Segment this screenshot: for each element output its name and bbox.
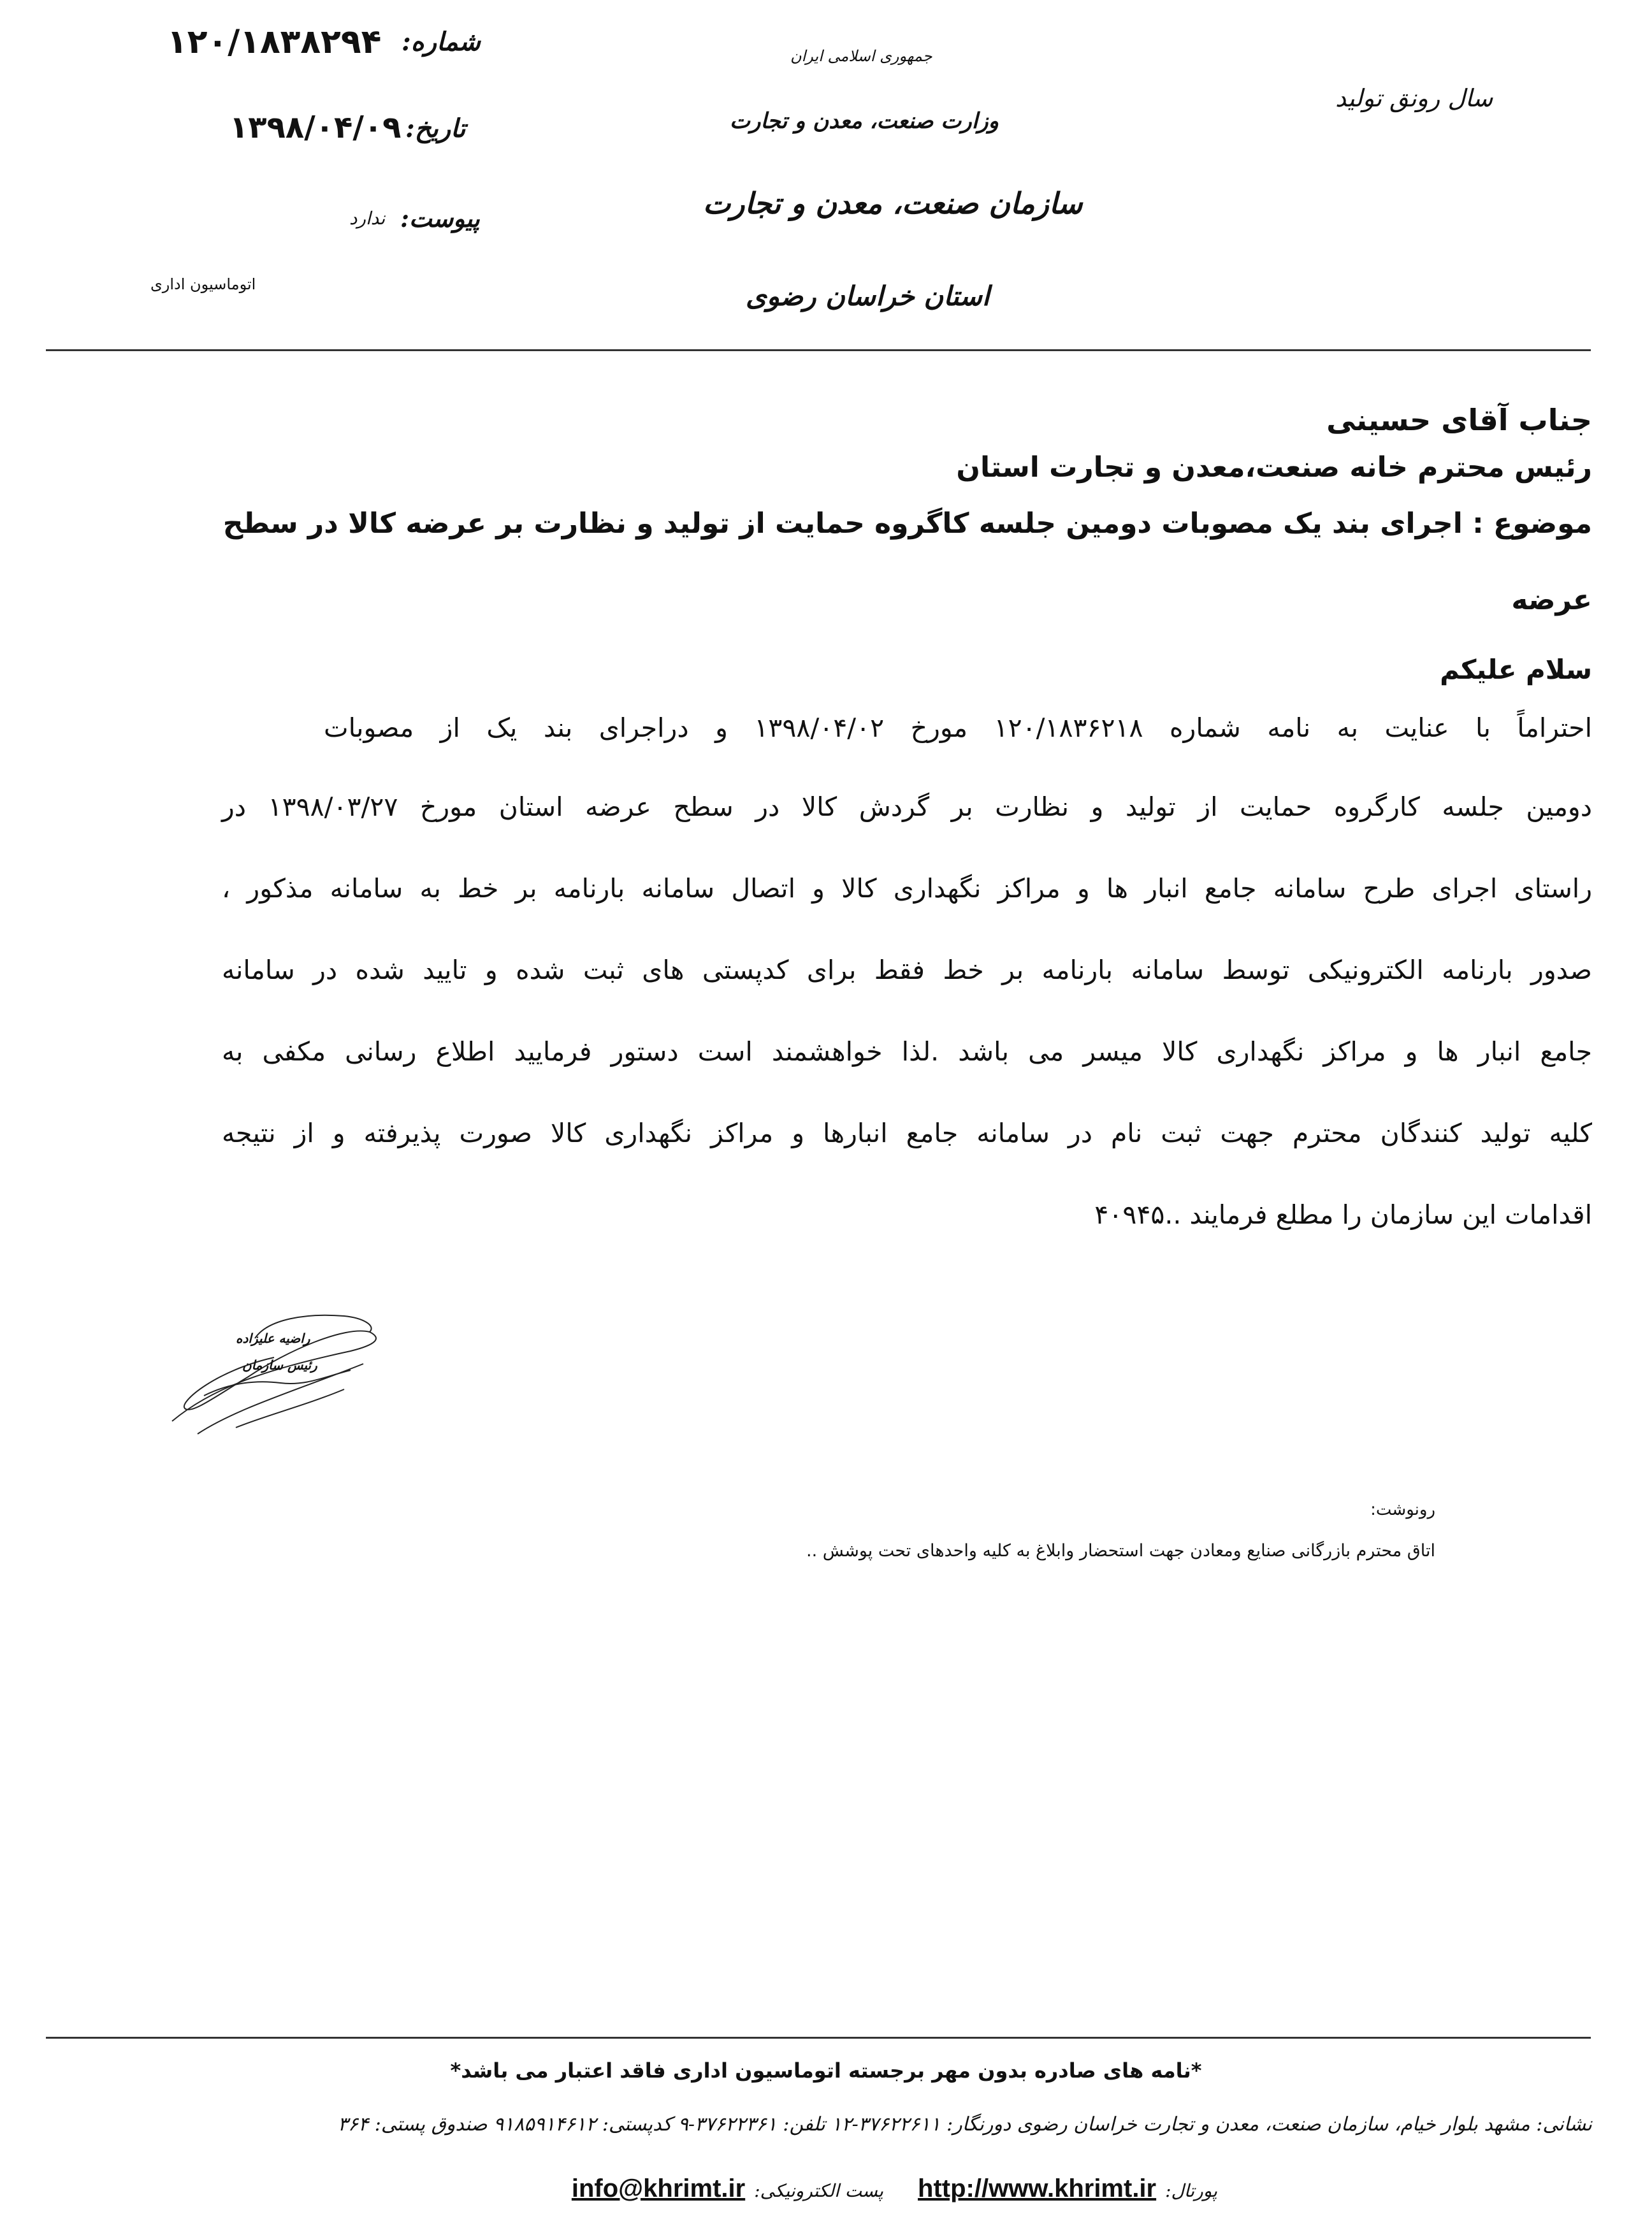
cc-text: اتاق محترم بازرگانی صنایع ومعادن جهت استحضار وابلاغ به کلیه واحدهای تحت پوشش .. [806, 1541, 1435, 1561]
contact-links [572, 2174, 1217, 2203]
date-label: تاریخ: [405, 113, 466, 143]
paragraph-line: احتراماً با عنایت به نامه شماره ۱۲۰/۱۸۳۶۲۱۸ مورخ ۱۳۹۸/۰۴/۰۲ و دراجرای بند یک از مصوبات [324, 712, 1592, 743]
email-link[interactable]: info@khrimt.ir [571, 2174, 746, 2202]
attachment-label: پیوست: [400, 204, 480, 233]
recipient-title: رئیس محترم خانه صنعت،معدن و تجارت استان [956, 451, 1592, 484]
organization-title: سازمان صنعت، معدن و تجارت [703, 186, 1083, 221]
validity-note: *نامه های صادره بدون مهر برجسته اتوماسیون اداری فاقد اعتبار می باشد* [450, 2058, 1202, 2083]
number-label: شماره: [402, 27, 481, 57]
paragraph-line: راستای اجرای طرح سامانه جامع انبار ها و مراکز نگهداری کالا و اتصال سامانه بارنامه بر خط به سامانه مذکور ، [222, 873, 1592, 904]
ministry-title: وزارت صنعت، معدن و تجارت [730, 108, 999, 134]
paragraph-line: کلیه تولید کنندگان محترم جهت ثبت نام در سامانه جامع انبارها و مراکز نگهداری کالا صورت پذیرفته و از نتیجه [222, 1118, 1592, 1148]
signatory-name: راضیه علیزاده [236, 1331, 310, 1346]
greeting: سلام علیکم [1440, 654, 1592, 685]
automation-label: اتوماسیون اداری [150, 275, 256, 293]
paragraph-line: اقدامات این سازمان را مطلع فرمایند ..۴۰۹۴۵ [1094, 1199, 1592, 1230]
paragraph-line: دومین جلسه کارگروه حمایت از تولید و نظارت بر گردش کالا در سطح عرضه استان مورخ ۱۳۹۸/۰۳/۲۷ در [222, 792, 1592, 822]
attachment-value: ندارد [349, 208, 386, 229]
province-title: استان خراسان رضوی [746, 280, 990, 312]
year-motto: سال رونق تولید [1335, 84, 1493, 112]
recipient-name: جناب آقای حسینی [1326, 403, 1592, 437]
signatory-title: رئیس سازمان [242, 1357, 317, 1373]
website-label: پورتال: [1165, 2180, 1217, 2201]
republic-title: جمهوری اسلامی ایران [790, 47, 932, 65]
subject-line-continued: عرضه [1511, 584, 1592, 616]
signature [159, 1294, 402, 1447]
paragraph-line: صدور بارنامه الکترونیکی توسط سامانه بارنامه بر خط فقط برای کدپستی های ثبت شده و تایید شده در سامانه [222, 955, 1592, 985]
email-label: پست الکترونیکی: [754, 2180, 884, 2201]
cc-label: رونوشت: [1370, 1500, 1435, 1519]
header-divider [46, 349, 1591, 351]
paragraph-line: جامع انبار ها و مراکز نگهداری کالا میسر می باشد .لذا خواهشمند است دستور فرمایید اطلاع رسانی مکفی به [222, 1036, 1592, 1067]
letter-date: ۱۳۹۸/۰۴/۰۹ [229, 110, 402, 145]
footer-divider [46, 2037, 1591, 2039]
letter-number: ۱۲۰/۱۸۳۸۲۹۴ [167, 23, 382, 61]
contact-address: نشانی: مشهد بلوار خیام، سازمان صنعت، معدن و تجارت خراسان رضوی دورنگار: ۳۷۶۲۲۶۱۱-۱۲ تلفن: ۳۷۶۲۲۳۶۱-۹ کدپستی: ۹۱۸۵۹۱۴۶۱۲ صندوق پستی: ۳۶۴ [337, 2113, 1592, 2136]
website-link[interactable]: http://www.khrimt.ir [918, 2174, 1157, 2202]
subject-line: موضوع : اجرای بند یک مصوبات دومین جلسه کاگروه حمایت از تولید و نظارت بر عرضه کالا در سطح [222, 507, 1592, 540]
